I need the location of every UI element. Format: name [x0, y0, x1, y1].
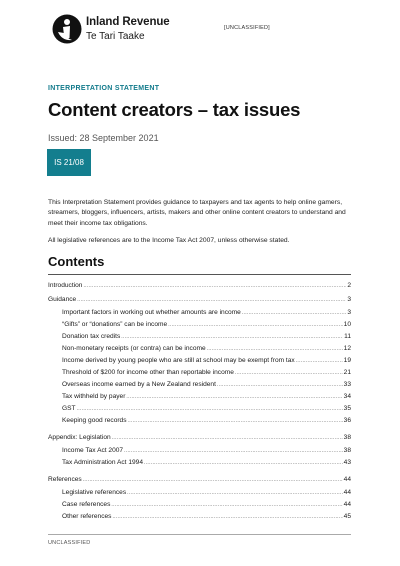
toc-entry[interactable]	[48, 476, 351, 483]
legislation-note: All legislative references are to the Income Tax Act 2007, unless otherwise stated.	[48, 237, 290, 244]
toc-entry-label: GST	[62, 405, 76, 412]
toc-dot-leader	[217, 382, 343, 388]
intro-paragraph: This Interpretation Statement provides guidance to taxpayers and tax agents to help online gamers, streamers, bloggers, influencers, artists, makers and other online content creators to understand and meet their income tax obligations.	[48, 199, 346, 227]
toc-entry-page-number: 38	[343, 434, 351, 441]
toc-entry[interactable]	[62, 501, 351, 508]
org-maori-name: Te Tari Taake	[86, 31, 145, 42]
toc-entry[interactable]	[62, 447, 351, 454]
toc-entry-label: Introduction	[48, 282, 83, 289]
toc-entry[interactable]	[62, 405, 351, 412]
toc-dot-leader	[112, 514, 342, 520]
toc-entry-label: Overseas income earned by a New Zealand resident	[62, 381, 216, 388]
toc-entry-label: Guidance	[48, 296, 77, 303]
toc-entry[interactable]	[62, 489, 351, 496]
toc-entry-page-number: 2	[347, 282, 351, 289]
toc-entry-label: Non-monetary receipts (or contra) can be income	[62, 345, 206, 352]
toc-entry-page-number: 10	[343, 321, 351, 328]
toc-dot-leader	[126, 394, 342, 400]
toc-entry-page-number: 44	[343, 476, 351, 483]
toc-entry[interactable]	[62, 345, 351, 352]
toc-dot-leader	[168, 322, 342, 328]
toc-dot-leader	[296, 358, 343, 364]
toc-entry[interactable]	[62, 393, 351, 400]
toc-entry[interactable]	[62, 417, 351, 424]
toc-dot-leader	[128, 418, 343, 424]
toc-dot-leader	[83, 477, 343, 483]
toc-entry-page-number: 12	[343, 345, 351, 352]
toc-entry[interactable]	[48, 434, 351, 441]
toc-entry[interactable]	[62, 321, 351, 328]
statement-number: IS 21/08	[54, 158, 84, 167]
footer-classification: UNCLASSIFIED	[48, 540, 91, 546]
statement-number-badge	[47, 149, 91, 176]
section-label: INTERPRETATION STATEMENT	[48, 85, 160, 92]
toc-dot-leader	[77, 297, 346, 303]
toc-entry[interactable]	[62, 513, 351, 520]
toc-dot-leader	[83, 283, 346, 289]
toc-entry-label: Keeping good records	[62, 417, 127, 424]
toc-dot-leader	[124, 448, 343, 454]
toc-entry[interactable]	[62, 309, 351, 316]
issued-date: Issued: 28 September 2021	[48, 133, 159, 143]
inland-revenue-logo-icon	[52, 14, 82, 44]
toc-dot-leader	[121, 334, 343, 340]
toc-entry-label: Income derived by young people who are still at school may be exempt from tax	[62, 357, 295, 364]
toc-dot-leader	[144, 460, 343, 466]
toc-entry-page-number: 36	[343, 417, 351, 424]
toc-entry[interactable]	[62, 459, 351, 466]
toc-entry-page-number: 38	[343, 447, 351, 454]
toc-entry[interactable]	[62, 369, 351, 376]
toc-entry[interactable]	[48, 282, 351, 289]
toc-dot-leader	[77, 406, 343, 412]
toc-entry-label: Case references	[62, 501, 111, 508]
toc-entry[interactable]	[62, 357, 351, 364]
toc-dot-leader	[112, 435, 343, 441]
toc-entry-page-number: 33	[343, 381, 351, 388]
toc-entry-page-number: 3	[347, 309, 351, 316]
toc-entry-label: Threshold of $200 for income other than reportable income	[62, 369, 234, 376]
classification-label: [UNCLASSIFIED]	[224, 25, 270, 31]
toc-entry-page-number: 35	[343, 405, 351, 412]
toc-dot-leader	[127, 490, 343, 496]
toc-entry-page-number: 44	[343, 489, 351, 496]
toc-entry-label: Tax withheld by payer	[62, 393, 126, 400]
toc-top-rule	[48, 274, 351, 275]
toc-dot-leader	[111, 502, 342, 508]
toc-entry-page-number: 3	[347, 296, 351, 303]
document-title: Content creators – tax issues	[48, 99, 301, 120]
toc-dot-leader	[207, 346, 343, 352]
toc-dot-leader	[235, 370, 343, 376]
toc-entry-label: References	[48, 476, 82, 483]
contents-heading: Contents	[48, 254, 105, 269]
toc-entry-label: Other references	[62, 513, 112, 520]
toc-entry-label: Important factors in working out whether amounts are income	[62, 309, 241, 316]
toc-entry[interactable]	[62, 333, 351, 340]
toc-entry-page-number: 43	[343, 459, 351, 466]
toc-entry-label: Appendix: Legislation	[48, 434, 111, 441]
toc-entry[interactable]	[48, 296, 351, 303]
footer-divider	[48, 534, 351, 535]
toc-entry-page-number: 19	[343, 357, 351, 364]
toc-entry[interactable]	[62, 381, 351, 388]
toc-entry-page-number: 44	[343, 501, 351, 508]
toc-entry-label: “Gifts” or “donations” can be income	[62, 321, 168, 328]
toc-entry-label: Legislative references	[62, 489, 127, 496]
toc-entry-page-number: 21	[343, 369, 351, 376]
table-of-contents	[48, 274, 351, 520]
toc-entry-page-number: 45	[343, 513, 351, 520]
toc-dot-leader	[242, 310, 346, 316]
toc-entry-page-number: 34	[343, 393, 351, 400]
toc-entry-label: Tax Administration Act 1994	[62, 459, 144, 466]
toc-entry-label: Donation tax credits	[62, 333, 121, 340]
toc-entry-page-number: 11	[344, 333, 351, 340]
org-name: Inland Revenue	[86, 16, 170, 28]
toc-entry-label: Income Tax Act 2007	[62, 447, 124, 454]
